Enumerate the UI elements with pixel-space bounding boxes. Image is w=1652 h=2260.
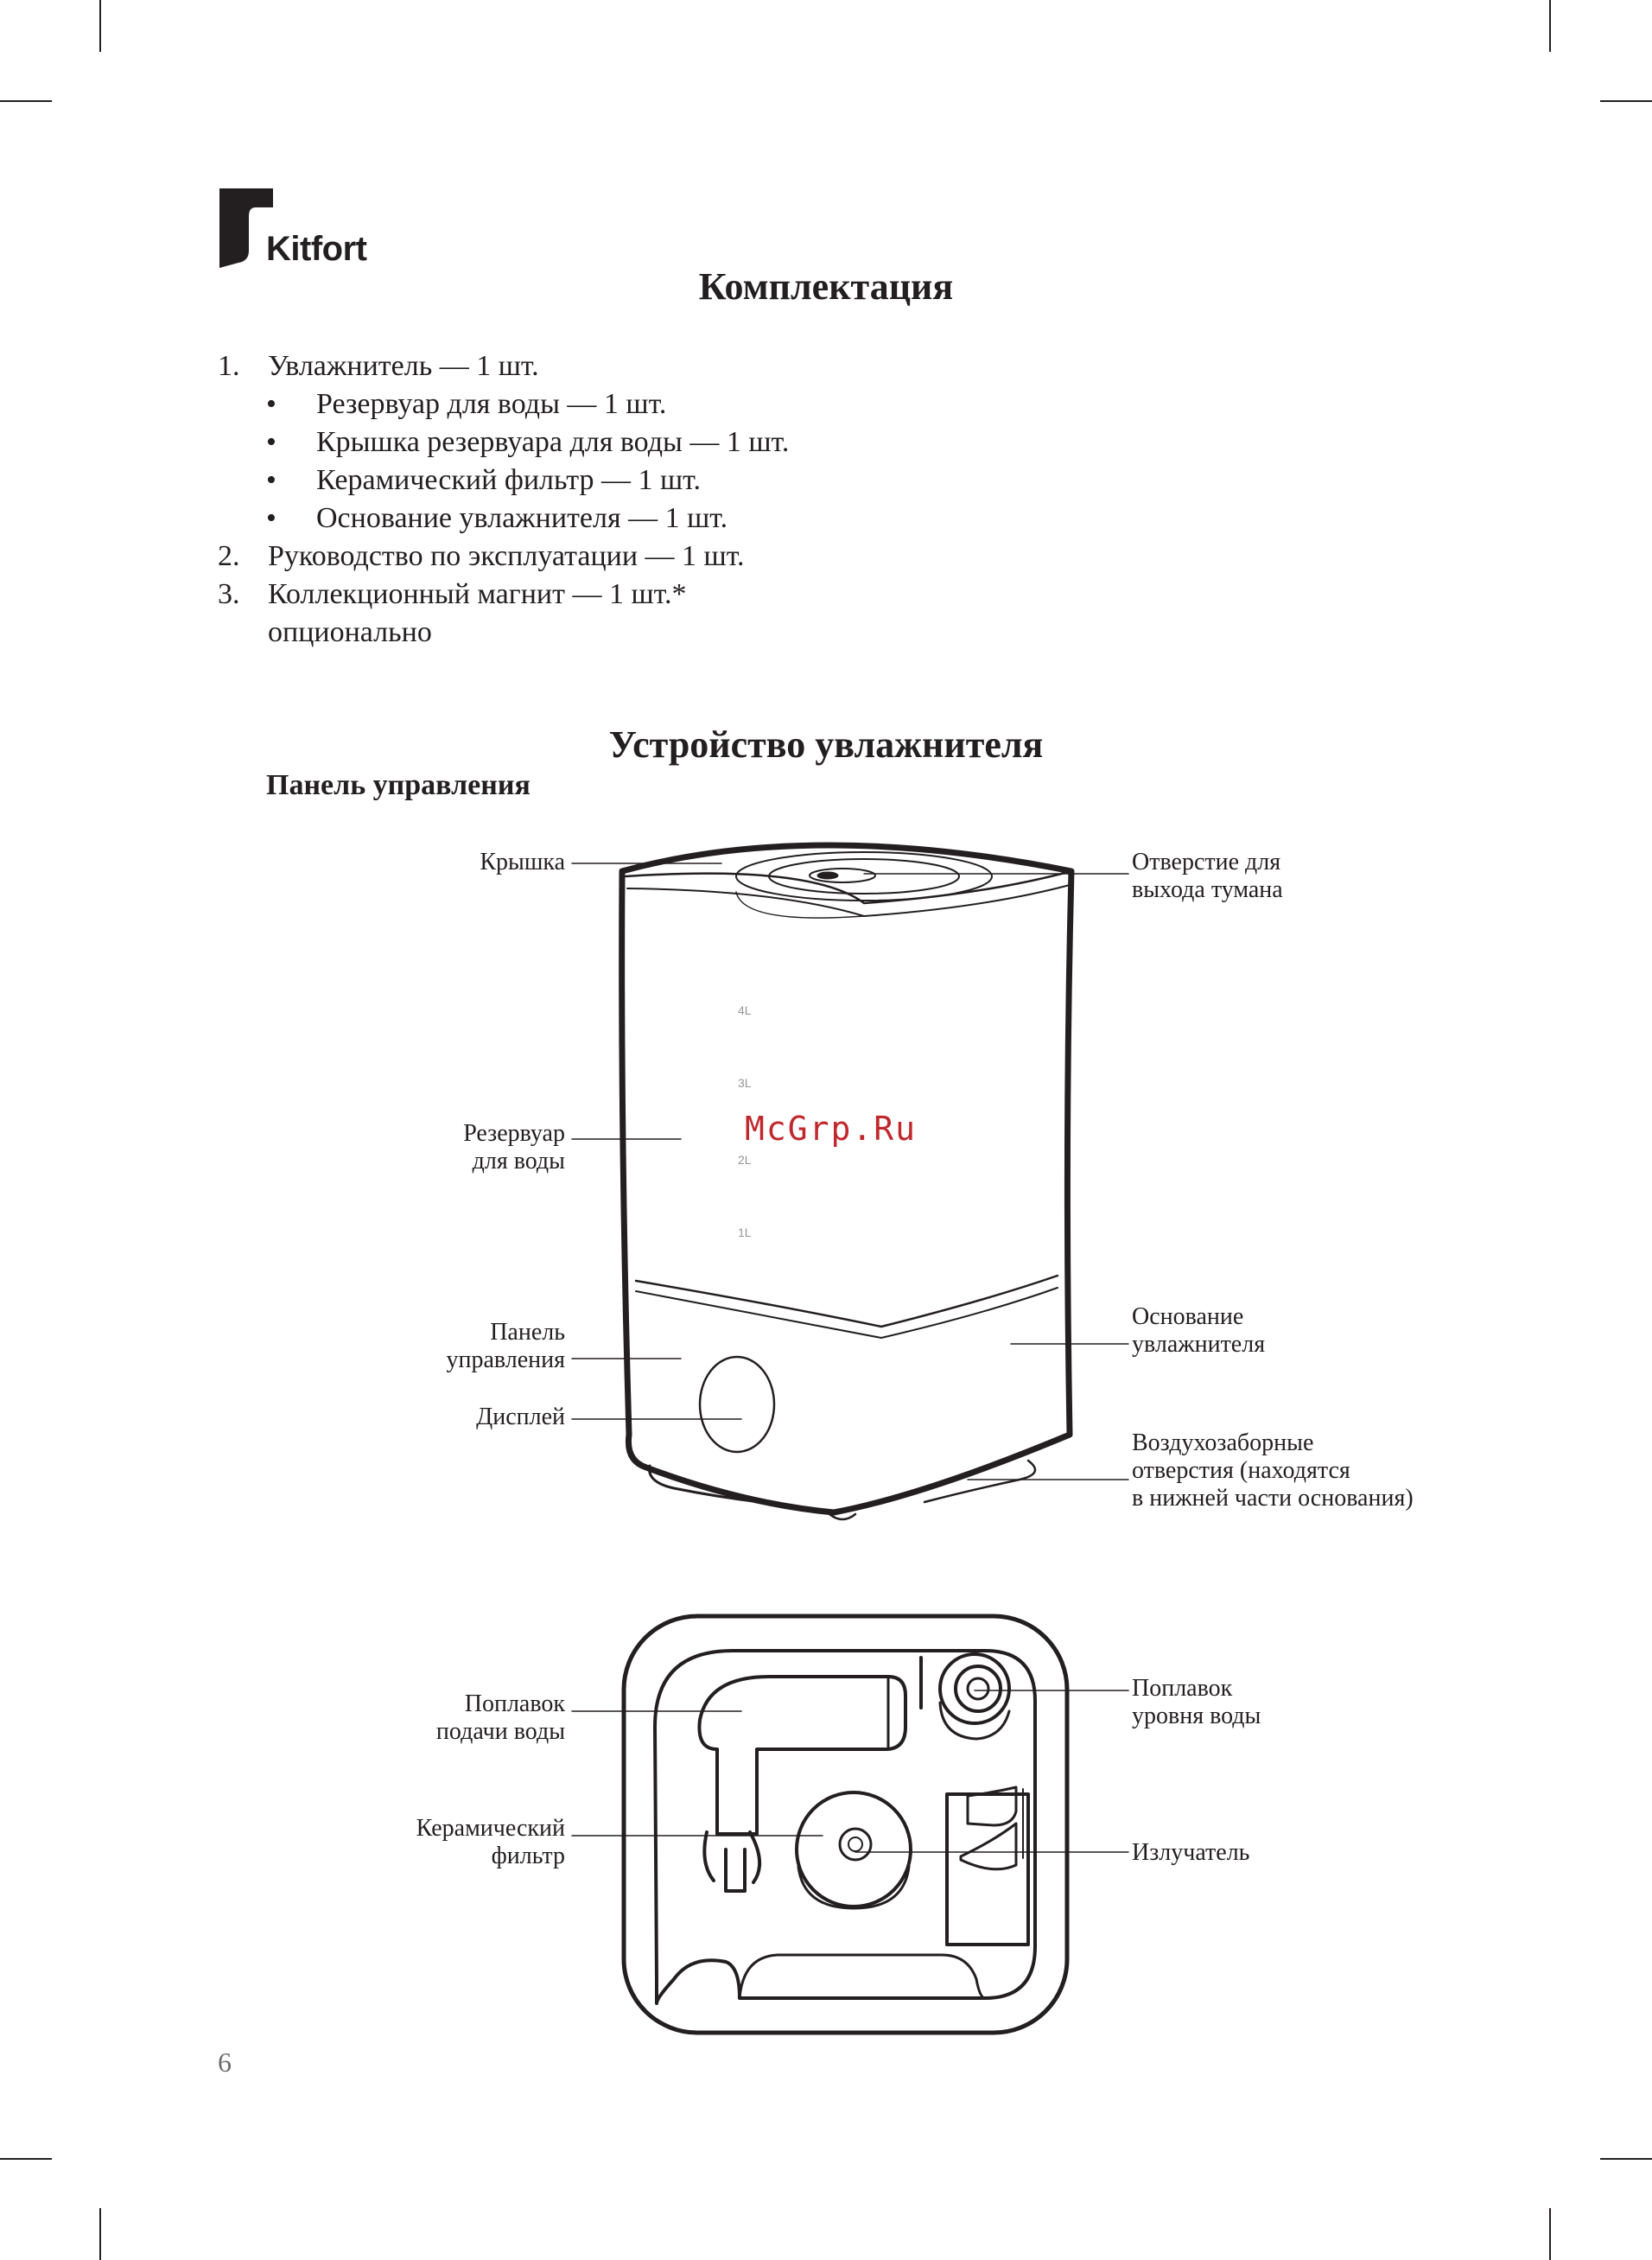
label-tank: Резервуар для воды <box>463 1120 565 1175</box>
label-base: Основание увлажнителя <box>1132 1303 1266 1358</box>
device-title: Устройство увлажнителя <box>608 723 1044 766</box>
scale-mark-2l: 2L <box>738 1153 752 1167</box>
label-control-panel: Панель управления <box>446 1319 565 1373</box>
base-top-edge <box>636 1276 1058 1327</box>
label-level-float: Поплавок уровня воды <box>1132 1675 1261 1729</box>
label-mist-outlet: Отверстие для выхода тумана <box>1132 849 1283 903</box>
display <box>700 1357 774 1452</box>
watermark: McGrp.Ru <box>745 1110 918 1148</box>
device-subtitle: Панель управления <box>266 769 531 801</box>
label-air-intake: Воздухозаборные отверстия (находятся в нижней части основания) <box>1132 1429 1414 1512</box>
scale-mark-3l: 3L <box>738 1076 752 1090</box>
page-number: 6 <box>218 2047 232 2078</box>
label-emitter: Излучатель <box>1132 1839 1250 1866</box>
contents-title: Комплектация <box>698 265 954 308</box>
scale-mark-1l: 1L <box>738 1225 752 1239</box>
label-lid: Крышка <box>480 849 565 875</box>
scale-mark-4l: 4L <box>738 1003 752 1017</box>
label-feed-float: Поплавок подачи воды <box>435 1690 565 1745</box>
humidifier-body <box>622 845 1071 1512</box>
emitter <box>840 1829 871 1860</box>
feed-float <box>699 1677 905 1834</box>
humidifier-lid <box>626 871 1071 903</box>
brand-name: Kitfort <box>266 230 367 268</box>
label-ceramic-filter: Керамический фильтр <box>416 1815 565 1869</box>
ceramic-filter <box>797 1792 911 1907</box>
label-display: Дисплей <box>476 1404 565 1430</box>
